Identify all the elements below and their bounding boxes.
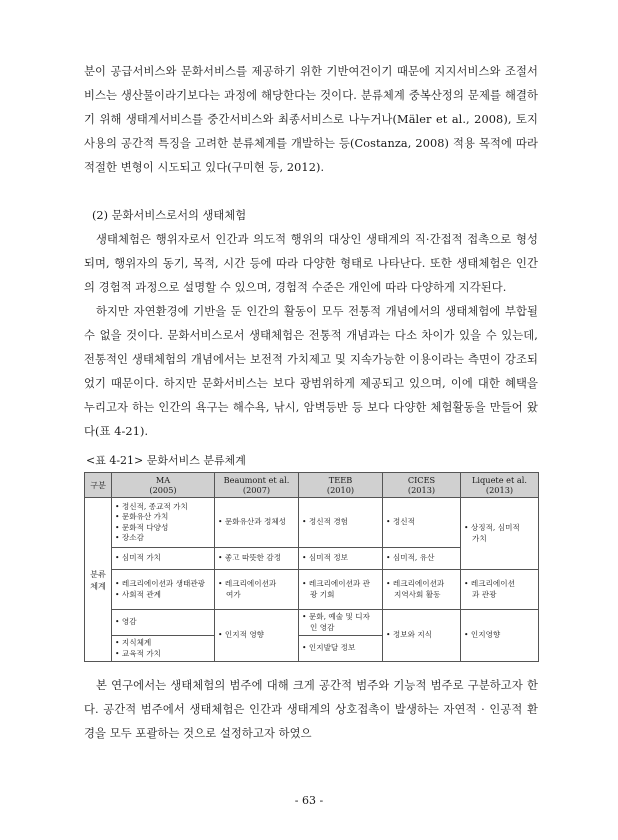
table-cell: • 인지발달 정보 bbox=[299, 636, 383, 662]
table-cell: • 정신적, 종교적 가치 • 문화유산 가치 • 문화적 다양성 • 장소감 bbox=[112, 498, 215, 548]
table-cell: • 정신적 경험 bbox=[299, 498, 383, 548]
table-cell: • 심미적 정보 bbox=[299, 548, 383, 570]
table-cell: • 지식체계 • 교육적 가치 bbox=[112, 636, 215, 662]
paragraph-3: 하지만 자연환경에 기반을 둔 인간의 활동이 모두 전통적 개념에서의 생태체험에 부합될 수 없을 것이다. 문화서비스로서 생태체험은 전통적 개념과는 다소 차이가 있을 수 있는데, 전통적인 생태체험의 개념에서는 보전적 가치제고 및 지속가능한 이용이라는 측면이 강조되었기 때문이다. 하지만 문화서비스는 보다 광범위하게 제공되고 있으며, 이에 대한 혜택을 누리고자 하는 인간의 욕구는 해수욕, 낚시, 암벽등반 등 보다 다양한 체험활동을 만들어 왔다(표 4-21). bbox=[84, 305, 538, 438]
header-ma: MA (2005) bbox=[112, 473, 215, 498]
paragraph-1: 분이 공급서비스와 문화서비스를 제공하기 위한 기반여건이기 때문에 지지서비스와 조절서비스는 생산물이라기보다는 과정에 해당한다는 것이다. 분류체계 중복산정의 문제를 해결하기 위해 생태계서비스를 중간서비스와 최종서비스로 나누거나(Mäler et al., 2008), 토지사용의 공간적 특징을 고려한 분류체계를 개발하는 등(Costanza, 2008) 적용 목적에 따라 적절한 변형이 시도되고 있다(구미현 등, 2012). bbox=[84, 65, 538, 174]
table-cell: • 레크리에이션 과 관광 bbox=[461, 570, 539, 610]
header-cices: CICES (2013) bbox=[383, 473, 461, 498]
table-cell: • 문화, 예술 및 디자 인 영감 bbox=[299, 610, 383, 636]
header-label: 구분 bbox=[85, 473, 112, 498]
table-cell: • 영감 bbox=[112, 610, 215, 636]
side-label: 분류 체계 bbox=[85, 498, 112, 662]
table-row bbox=[85, 498, 539, 548]
table-caption: <표 4-21> 문화서비스 분류체계 bbox=[86, 454, 246, 467]
table-row bbox=[85, 570, 539, 610]
paragraph-2: 생태체험은 행위자로서 인간과 의도적 행위의 대상인 생태계의 직·간접적 접촉으로 형성되며, 행위자의 동기, 목적, 시간 등에 따라 다양한 형태로 나타난다. 또한 생태체험은 인간의 경험적 과정으로 설명할 수 있으며, 경험적 수준은 개인에 따라 다양하게 지각된다. bbox=[84, 233, 538, 294]
header-liquete: Liquete et al. (2013) bbox=[461, 473, 539, 498]
table-cell: • 레크리에이션과 지역사회 활동 bbox=[383, 570, 461, 610]
table-cell: • 좋고 따뜻한 감정 bbox=[215, 548, 299, 570]
classification-table bbox=[84, 472, 539, 662]
table-cell: • 심미적 가치 bbox=[112, 548, 215, 570]
table-cell: • 정신적 bbox=[383, 498, 461, 548]
table-cell: • 레크리에이션과 관 광 기회 bbox=[299, 570, 383, 610]
section-heading: (2) 문화서비스로서의 생태체험 bbox=[92, 209, 247, 222]
page-number: - 63 - bbox=[294, 794, 324, 807]
header-beaumont: Beaumont et al. (2007) bbox=[215, 473, 299, 498]
header-teeb: TEEB (2010) bbox=[299, 473, 383, 498]
table-cell: • 인지영향 bbox=[461, 610, 539, 662]
table-header-row bbox=[85, 473, 539, 498]
table-cell: • 정보와 지식 bbox=[383, 610, 461, 662]
table-cell: • 레크리에이션과 생태관광 • 사회적 관계 bbox=[112, 570, 215, 610]
paragraph-4: 본 연구에서는 생태체험의 범주에 대해 크게 공간적 범주와 기능적 범주로 구분하고자 한다. 공간적 범주에서 생태체험은 인간과 생태계의 상호접촉이 발생하는 자연적 · 인공적 환경을 모두 포괄하는 것으로 설정하고자 하였으 bbox=[84, 679, 538, 740]
table-cell: • 인지적 영향 bbox=[215, 610, 299, 662]
table-cell: • 문화유산과 정체성 bbox=[215, 498, 299, 548]
page-body bbox=[84, 60, 538, 746]
table-cell: • 레크리에이션과 여가 bbox=[215, 570, 299, 610]
table-row bbox=[85, 610, 539, 636]
table-cell: • 심미적, 유산 bbox=[383, 548, 461, 570]
table-cell: • 상징적, 심미적 가치 bbox=[461, 498, 539, 570]
